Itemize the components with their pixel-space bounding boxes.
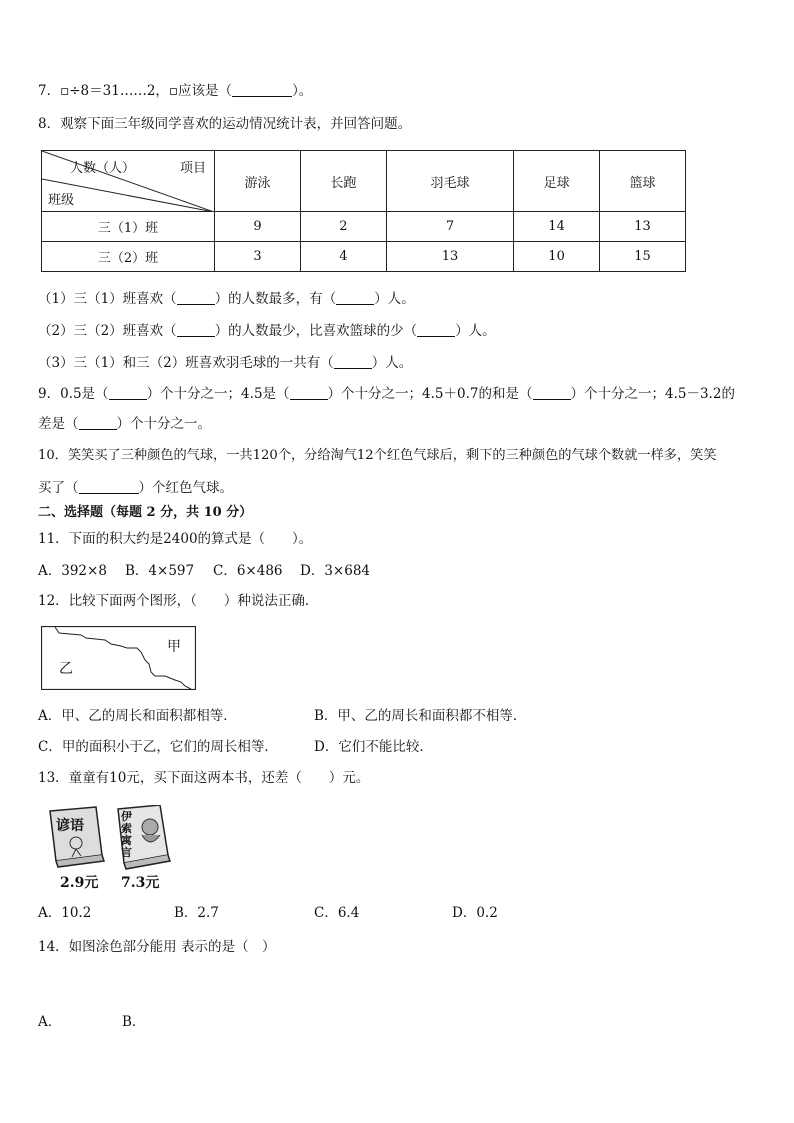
table-cell: 15 [600,242,686,272]
q14-option-a[interactable]: A． [38,1014,62,1030]
table-cell: 10 [514,242,600,272]
q8-sub2-blank-2[interactable] [417,323,455,337]
q7-text-pre: 7．▫÷8＝31……2，▫应该是（ [38,83,233,99]
q8-sub1-text-a: （1）三（1）班喜欢（ [38,291,177,307]
q13-option-b[interactable]: B．2.7 [174,905,219,921]
q11-option-c[interactable]: C．6×486 [213,563,283,579]
q9-text-1: 9．0.5是（ [38,386,109,402]
q12-option-d[interactable]: D．它们不能比较． [314,739,433,755]
header-class-label: 班级 [48,193,75,208]
q8-sub2-text-c: ）人。 [455,323,496,339]
column-header: 游泳 [215,151,301,212]
table-cell: 2 [300,212,386,242]
question-9-line-1 [38,385,735,403]
table-row [42,242,686,272]
q7-text-post: ）。 [292,83,313,99]
question-10-line-2 [38,479,233,497]
q10-text-b: ）个红色气球。 [138,480,233,496]
q9-text-2: ）个十分之一；4.5是（ [146,386,290,402]
book-proverbs-icon [46,805,106,875]
column-header: 足球 [514,151,600,212]
q11-option-d[interactable]: D．3×684 [300,563,370,579]
table-cell: 3 [215,242,301,272]
q13-option-c[interactable]: C．6.4 [314,905,360,921]
shape-comparison-figure [41,626,196,690]
q8-sub-3 [38,354,412,372]
book-proverbs-title: 谚语 [56,818,84,834]
column-header: 羽毛球 [386,151,513,212]
row-label: 三（2）班 [42,242,215,272]
q8-sub2-text-b: ）的人数最少，比喜欢篮球的少（ [214,323,418,339]
q8-sub1-blank-1[interactable] [177,291,215,305]
q12-option-c[interactable]: C．甲的面积小于乙，它们的周长相等． [38,739,278,755]
q12-option-b[interactable]: B．甲、乙的周长和面积都不相等． [314,708,527,724]
header-count-label: 人数（人） [70,161,136,176]
q13-option-d[interactable]: D．0.2 [452,905,498,921]
region-jia-label: 甲 [167,639,181,655]
q10-blank[interactable] [79,480,139,494]
q8-sub3-blank[interactable] [334,355,372,369]
q9-text-5: 差是（ [38,416,79,432]
sports-stats-table [41,150,686,272]
q12-option-a[interactable]: A．甲、乙的周长和面积都相等． [38,708,237,724]
q9-blank-1[interactable] [109,386,147,400]
question-7 [38,82,312,100]
book-aesop-price: 7.3元 [121,875,160,891]
q10-text-a: 买了（ [38,480,79,496]
q8-sub1-text-c: ）人。 [374,291,415,307]
question-12-prompt: 12．比较下面两个图形，（ ）种说法正确． [38,593,319,609]
q9-blank-2[interactable] [290,386,328,400]
q8-sub2-blank-1[interactable] [177,323,215,337]
q8-sub3-text-b: ）人。 [371,355,413,371]
question-10-line-1: 10．笑笑买了三种颜色的气球，一共120个，分给淘气12个红色气球后，剩下的三种颜色的气球个数就一样多，笑笑 [38,448,717,463]
table-cell: 14 [514,212,600,242]
column-header: 篮球 [600,151,686,212]
q7-answer-blank[interactable] [232,83,292,97]
book-aesop-icon [112,805,172,875]
question-9-line-2 [38,415,211,433]
header-item-label: 项目 [179,161,206,176]
book-proverbs-price: 2.9元 [60,875,99,891]
q9-text-4: ）个十分之一；4.5－3.2的 [570,386,735,402]
table-diagonal-header [42,151,215,212]
q9-text-3: ）个十分之一；4.5＋0.7的和是（ [327,386,533,402]
question-13-prompt: 13．童童有10元，买下面这两本书，还差（ ）元。 [38,770,370,786]
q14-option-b[interactable]: B． [122,1014,146,1030]
book-aesop-title: 伊索寓言 [121,810,132,859]
q8-sub1-text-b: ）的人数最多，有（ [214,291,337,307]
question-8-prompt: 8．观察下面三年级同学喜欢的运动情况统计表，并回答问题。 [38,116,412,132]
q8-sub3-text-a: （3）三（1）和三（2）班喜欢羽毛球的一共有（ [38,355,334,371]
section-2-heading: 二、选择题（每题 2 分，共 10 分） [38,505,253,520]
q9-blank-4[interactable] [79,416,117,430]
q11-option-b[interactable]: B．4×597 [125,563,195,579]
region-yi-label: 乙 [59,661,73,677]
column-header: 长跑 [300,151,386,212]
q11-option-a[interactable]: A．392×8 [38,563,107,579]
table-row [42,212,686,242]
question-11-prompt: 11．下面的积大约是2400的算式是（ ）。 [38,531,313,547]
q9-blank-3[interactable] [533,386,571,400]
table-cell: 4 [300,242,386,272]
table-cell: 13 [386,242,513,272]
q8-sub2-text-a: （2）三（2）班喜欢（ [38,323,177,339]
question-14-prompt: 14．如图涂色部分能用 表示的是（ ） [38,939,276,955]
q8-sub-1 [38,290,415,308]
table-cell: 9 [215,212,301,242]
table-cell: 7 [386,212,513,242]
q8-sub-2 [38,322,496,340]
q13-option-a[interactable]: A．10.2 [38,905,92,921]
q9-text-6: ）个十分之一。 [116,416,211,432]
row-label: 三（1）班 [42,212,215,242]
table-cell: 13 [600,212,686,242]
q8-sub1-blank-2[interactable] [336,291,374,305]
